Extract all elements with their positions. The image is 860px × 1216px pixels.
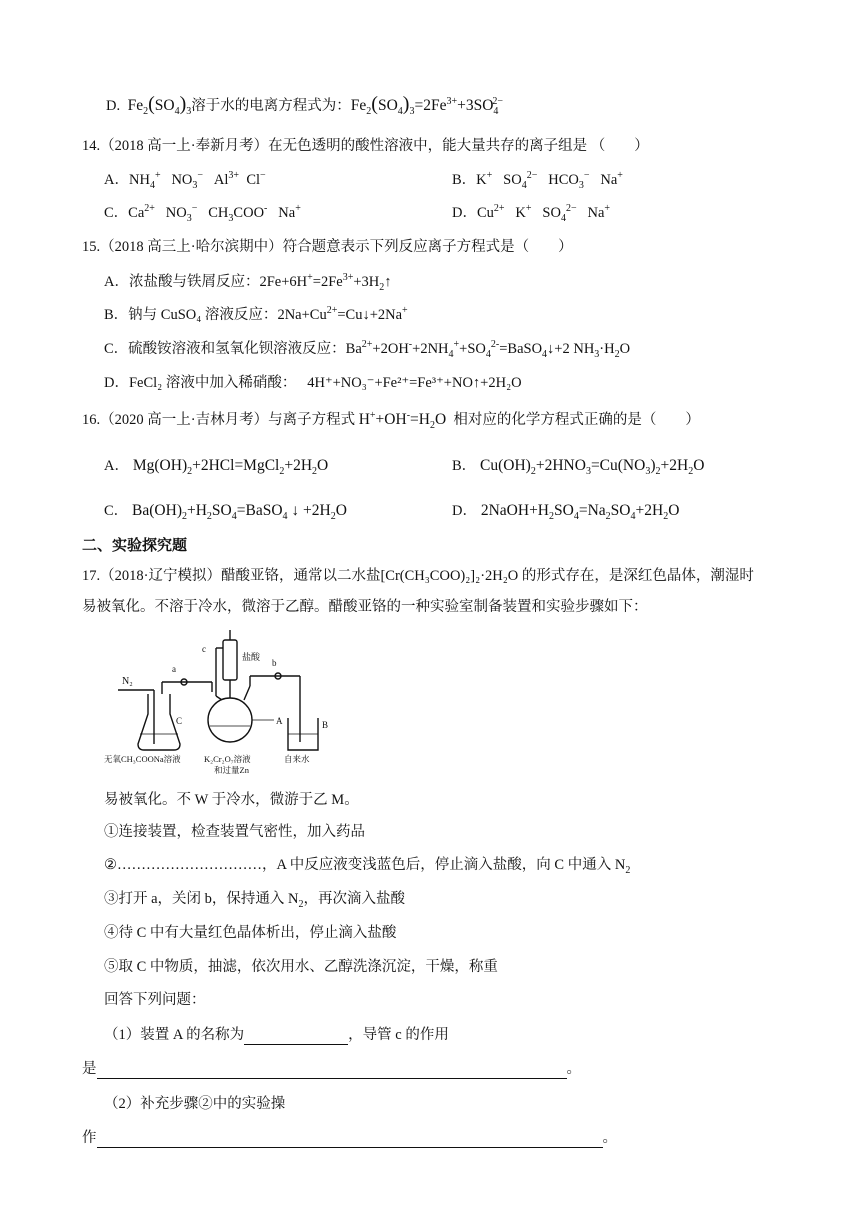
caption-c: 无氧CH₃COONa溶液 bbox=[104, 754, 181, 764]
caption-a-2: 和过量Zn bbox=[214, 765, 249, 775]
label-c-tube: c bbox=[202, 644, 206, 654]
q15-option-d[interactable]: D．FeCl₂ 溶液中加入稀硝酸： 4H⁺+NO₃⁻+Fe²⁺=Fe³⁺+NO↑+2H₂O bbox=[104, 375, 522, 391]
blank-step2-operation[interactable] bbox=[97, 1131, 603, 1148]
q14-stem: 14.（2018 高一上·奉新月考）在无色透明的酸性溶液中，能大量共存的离子组是 （ ） bbox=[82, 138, 649, 154]
q14-option-a[interactable]: A．$NH_4^+$ $NO_3^-$ $Al^{3+}$ Cl− bbox=[104, 170, 266, 191]
label-n2: N₂ bbox=[122, 676, 133, 687]
q14-option-d[interactable]: D．$Cu^{2+}$ K+ $SO_4^{2-}$ Na+ bbox=[452, 203, 611, 224]
q17-step4: ④待 C 中有大量红色晶体析出，停止滴入盐酸 bbox=[104, 925, 397, 941]
q17-part1: （1）装置 A 的名称为 ，导管 c 的作用 bbox=[104, 1027, 449, 1043]
caption-a-1: K₂Cr₂O₇溶液 bbox=[204, 754, 251, 764]
blank-apparatus-name[interactable] bbox=[244, 1028, 348, 1045]
label-a-flask: A bbox=[276, 716, 283, 726]
q17-noise-line: 易被氧化。不 W 于冷水，微游于乙 M。 bbox=[104, 792, 359, 808]
caption-b: 自来水 bbox=[284, 754, 310, 764]
q13-formula-2: $Fe_2(SO_4)_3=2Fe^{3+}+3SO_4^{2-}$ bbox=[350, 93, 504, 118]
q14-option-c[interactable]: C．$Ca^{2+}$ $NO_3^-$ $CH_3COO^-$ Na+ bbox=[104, 203, 301, 224]
q17-step2: ②…………………………，A 中反应液变浅蓝色后，停止滴入盐酸，向 C 中通入 $N_2$ bbox=[104, 857, 631, 876]
q17-answer-prompt: 回答下列问题： bbox=[104, 992, 206, 1008]
q17-part1-cont: 是 。 bbox=[82, 1061, 581, 1077]
label-c-flask: C bbox=[176, 716, 183, 726]
label-b: b bbox=[272, 658, 277, 668]
q15-stem: 15.（2018 高三上·哈尔滨期中）符合题意表示下列反应离子方程式是（ ） bbox=[82, 239, 573, 255]
q16-stem: 16.（2020 高一上·吉林月考）与离子方程式 $H^++OH^-=H_2O$ 相对应的化学方程式正确的是（ ） bbox=[82, 409, 700, 432]
q13-formula-1: $Fe_2(SO_4)_3$ bbox=[123, 93, 192, 118]
blank-tube-c-purpose[interactable] bbox=[97, 1062, 567, 1079]
q17-part2-cont: 作 。 bbox=[82, 1130, 617, 1146]
q17-stem-line1: 17.（2018·辽宁模拟）醋酸亚铬，通常以二水盐[Cr(CH₃COO)₂]₂·2H₂O 的形式存在，是深红色晶体，潮湿时 bbox=[82, 568, 754, 584]
apparatus-diagram bbox=[104, 626, 340, 776]
label-hcl: 盐酸 bbox=[242, 652, 261, 662]
q17-step5: ⑤取 C 中物质，抽滤，依次用水、乙醇洗涤沉淀，干燥，称重 bbox=[104, 959, 498, 975]
q15-option-a[interactable]: A．浓盐酸与铁屑反应：$2Fe+6H^+=2Fe^{3+}+3H_2↑$ bbox=[104, 272, 392, 293]
q17-step1: ①连接装置，检查装置气密性，加入药品 bbox=[104, 824, 365, 840]
q17-part2: （2）补充步骤②中的实验操 bbox=[104, 1096, 286, 1112]
q17-step3: ③打开 a，关闭 b，保持通入 $N_2$，再次滴入盐酸 bbox=[104, 891, 406, 910]
q14-option-b[interactable]: B．K+ $SO_4^{2-}$ $HCO_3^-$ Na+ bbox=[452, 170, 623, 191]
q16-option-d[interactable]: D． $2NaOH+H_2SO_4=Na_2SO_4+2H_2O$ bbox=[452, 502, 680, 523]
q15-option-b[interactable]: B．钠与 CuSO₄ 溶液反应：$2Na+Cu^{2+}=Cu↓+2Na^+$ bbox=[104, 305, 408, 323]
section-title: 二、实验探究题 bbox=[82, 537, 188, 554]
q16-option-a[interactable]: A． $Mg(OH)_2+2HCl=MgCl_2+2H_2O$ bbox=[104, 457, 329, 478]
label-b-beaker: B bbox=[322, 720, 329, 730]
q16-option-b[interactable]: B． $Cu(OH)_2+2HNO_3=Cu(NO_3)_2+2H_2O$ bbox=[452, 457, 705, 478]
q15-option-c[interactable]: C．硫酸铵溶液和氢氧化钡溶液反应：$Ba^{2+}+2OH^-+2NH_4^++SO_4^{2-}=BaSO_4↓+2$ $NH_3\cdot H_2O$ bbox=[104, 339, 631, 360]
q17-stem-line2: 易被氧化。不溶于冷水，微溶于乙醇。醋酸亚铬的一种实验室制备装置和实验步骤如下： bbox=[82, 599, 648, 615]
q16-option-c[interactable]: C． $Ba(OH)_2+H_2SO_4=BaSO_4$ ↓ $+2H_2O$ bbox=[104, 502, 347, 523]
q13-option-d: D. $Fe_2(SO_4)_3$溶于水的电离方程式为：$Fe_2(SO_4)_3=2Fe^{3+}+3SO_4^{2-}$ bbox=[106, 93, 504, 118]
label-a: a bbox=[172, 664, 176, 674]
q16-ionic-equation: $H^++OH^-=H_2O$ bbox=[358, 409, 447, 432]
